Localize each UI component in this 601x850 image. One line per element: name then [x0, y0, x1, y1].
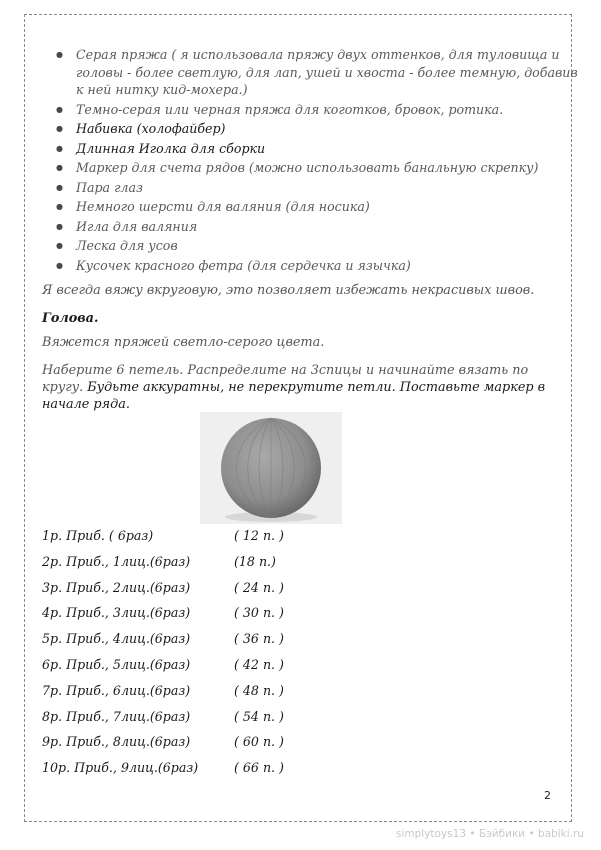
row-stitch-count: ( 66 п. )	[234, 760, 284, 776]
cast-on-instructions	[42, 362, 552, 413]
row-instruction: 3р. Приб., 2лиц.(6раз)	[42, 579, 191, 595]
material-item: ● Пара глаз	[76, 179, 586, 197]
material-item: ● Темно-серая или черная пряжа для коготков, бровок, ротика.	[76, 101, 586, 119]
material-item: ● Леска для усов	[76, 237, 586, 255]
knitted-ball-photo	[200, 412, 342, 524]
material-item: ● Кусочек красного фетра (для сердечка и язычка)	[76, 257, 586, 275]
cast-on-text: Наберите 6 петель. Распределите на 3спицы и начинайте вязать по кругу.	[42, 363, 529, 395]
yarn-note: Вяжется пряжей светло-серого цвета.	[42, 335, 325, 350]
materials-list	[48, 46, 586, 276]
material-item: ● Набивка (холофайбер)	[76, 120, 586, 138]
row-instruction: 6р. Приб., 5лиц.(6раз)	[42, 656, 191, 672]
row-stitch-count: ( 24 п. )	[234, 579, 284, 595]
section-heading-head: Голова.	[42, 311, 99, 326]
row-stitch-count: (18 п.)	[234, 553, 276, 569]
row-instruction: 5р. Приб., 4лиц.(6раз)	[42, 631, 191, 647]
row-stitch-count: ( 60 п. )	[234, 734, 284, 750]
row-instruction: 2р. Приб., 1лиц.(6раз)	[42, 553, 191, 569]
row-stitch-count: ( 54 п. )	[234, 708, 284, 724]
row-stitch-count: ( 12 п. )	[234, 528, 284, 543]
row-instruction: 9р. Приб., 8лиц.(6раз)	[42, 734, 191, 750]
row-stitch-count: ( 30 п. )	[234, 605, 284, 621]
cast-on-warning: Будьте аккуратны, не перекрутите петли. Поставьте маркер в начале ряда.	[42, 380, 546, 412]
material-item: ● Немного шерсти для валяния (для носика)	[76, 198, 586, 216]
row-stitch-count: ( 42 п. )	[234, 656, 284, 672]
site-watermark: simplytoys13 • Бэйбики • babiki.ru	[396, 828, 584, 840]
row-instruction: 7р. Приб., 6лиц.(6раз)	[42, 682, 191, 698]
material-item: ● Игла для валяния	[76, 218, 586, 236]
material-item: ● Серая пряжа ( я использовала пряжу двух оттенков, для туловища и головы - более светлую, для лап, ушей и хвоста - более темную, добавив к ней нитку кид-мохера.)	[76, 46, 586, 99]
material-item: ● Длинная Иголка для сборки	[76, 140, 586, 158]
row-stitch-count: ( 36 п. )	[234, 631, 284, 647]
row-instruction: 8р. Приб., 7лиц.(6раз)	[42, 708, 191, 724]
row-instruction: 4р. Приб., 3лиц.(6раз)	[42, 605, 191, 621]
page-number: 2	[544, 789, 551, 802]
row-stitch-count: ( 48 п. )	[234, 682, 284, 698]
row-instruction: 1р. Приб. ( 6раз)	[42, 528, 154, 543]
material-item: ● Маркер для счета рядов (можно использовать банальную скрепку)	[76, 159, 586, 177]
row-instruction: 10р. Приб., 9лиц.(6раз)	[42, 760, 199, 776]
intro-paragraph: Я всегда вяжу вкруговую, это позволяет избежать некрасивых швов.	[42, 283, 535, 298]
knitted-ball-illustration	[200, 412, 342, 524]
